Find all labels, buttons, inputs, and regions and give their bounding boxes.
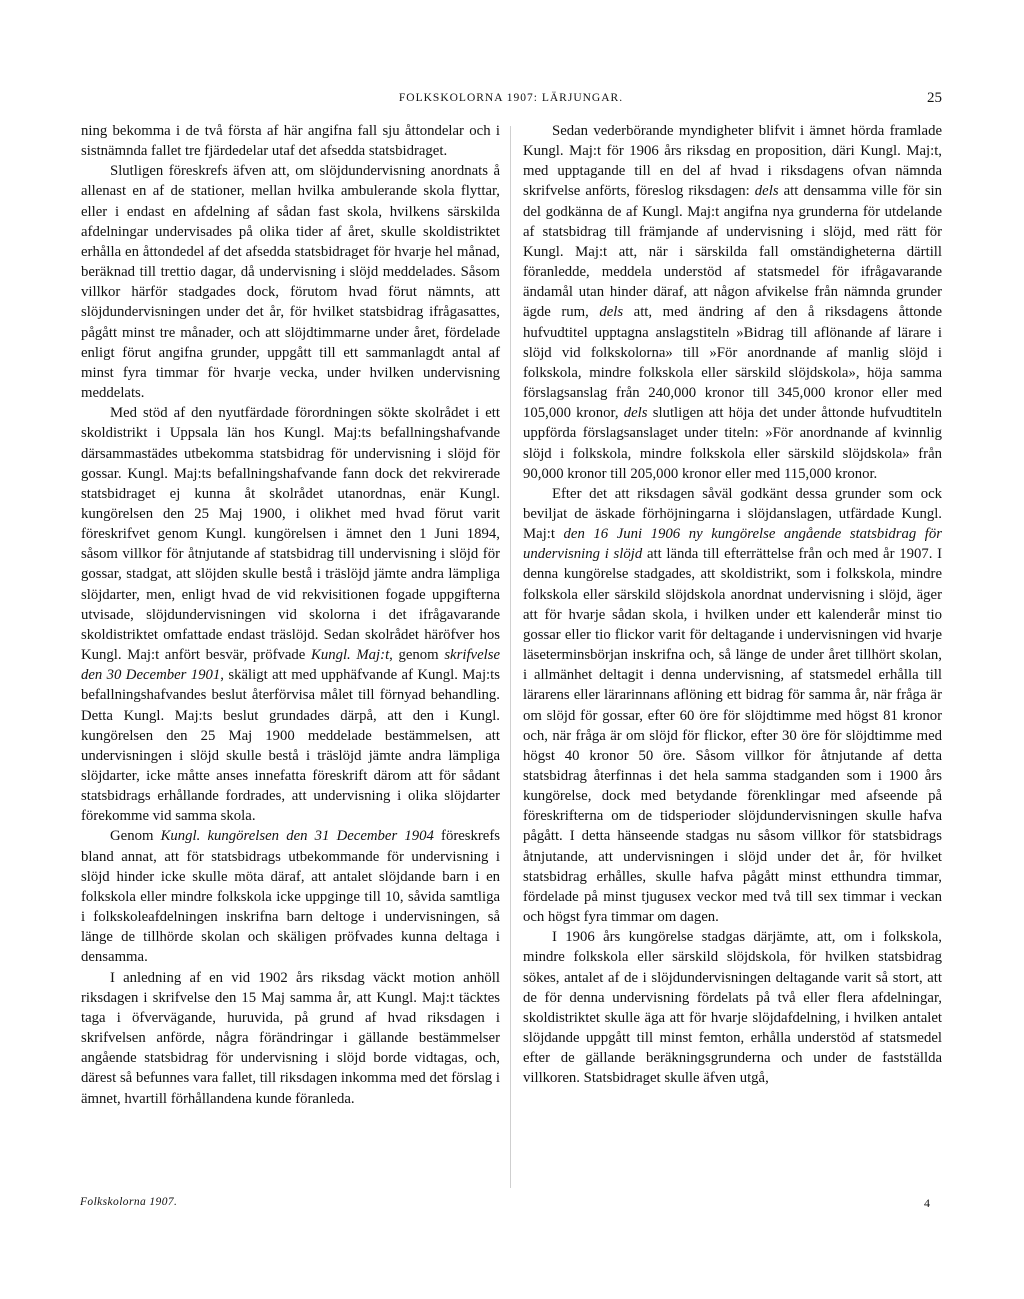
text-run: föreskrefs bland annat, att för statsbidrags utbekommande för undervisning i slöjd hinder icke skulle möta däraf, att antalet slöjdande barn i en folkskola eller mindre folkskola icke uppginge till 10, såvida samtliga i folkskoleafdelningen inskrifna barn deltoge i undervisningen, så länge de tillhörde skolan och skäligen pröfvades kunna deltaga i densamma. [81, 828, 501, 966]
left-paragraph-2: Slutligen föreskrefs äfven att, om slöjdundervisning anordnats å allenast en af de stationer, mellan hvilka ambulerande skola flyttar, eller i endast en afdelning af sådan fast skola, hvilkens särskilda afdelningar undervisades på olika tider af året, skulle skoldistriktet erhålla en åttondedel af det afsedda statsbidraget för hvarje hel månad, beräknad till trettio dagar, då undervisning i slöjd meddelades. Såsom villkor härför stadgades dock, förutom hvad förut nämnts, att slöjdundervisningen under det år, för hvilket statsbidrag ifrågasattes, pågått minst tre månader, och att slöjdtimmarne under året, fördelade enligt förut angifna grunder, uppgått till ett sammanlagdt antal af minst fyra timmar för hvarje vecka, under hvilken undervisning meddelats. [81, 163, 500, 402]
text-run: Genom [110, 828, 154, 845]
text-run: slutligen att höja det under åttonde hufvudtiteln uppförda förslagsanslaget under titeln: »För anordnande af kvinnlig slöjd i folkskola, mindre folkskola eller särskild slöjdskola» från 90,000 kronor till 205,000 kronor eller med 115,000 kronor. [523, 405, 943, 482]
running-title: FOLKSKOLORNA 1907: LÄRJUNGAR. [398, 92, 624, 104]
italic-word: dels [623, 405, 648, 422]
right-paragraph-2 [523, 484, 942, 927]
left-paragraph-1: ning bekomma i de två första af här angifna fall sju åttondelar och i sistnämnda fallet tre fjärdedelar utaf det afsedda statsbidraget. [81, 123, 500, 160]
text-run: Med stöd af den nyutfärdade förordningen sökte skolrådet i ett skoldistrikt i Uppsala län hos Kungl. Maj:ts befallningshafvande därsammastädes utbekomma statsbidrag för undervisning i slöjd för gossar. Kungl. Maj:ts befallningshafvande fann dock det rekvirerade statsbidraget ej kunna åt skolrådet utanordnas, enär Kungl. kungörelsen den 25 Maj 1900, i olikhet med hvad förut varit föreskrifvet genom Kungl. kungörelsen i ämnet den 1 Juni 1894, såsom villkor för åtnjutande af statsbidrag till undervisning i slöjd för gossar, stadgat, att slöjden skulle bestå i träslöjd jämte andra lämpliga slöjdarter, men, enligt hvad de vid rekvisitionen fogade uppgifterna utvisade, slöjdundervisningen vid skolorna i det ifrågavarande skoldistriktet omfattade endast träslöjd. Sedan skolrådet häröfver hos Kungl. Maj:t anfört besvär, pröfvade [81, 405, 500, 664]
right-paragraph-3: I 1906 års kungörelse stadgas därjämte, att, om i folkskola, mindre folkskola eller särskild slöjdskola, för hvilken statsbidrag sökes, antalet af de i slöjdundervisningen deltagande varit så stort, att de för denna undervisning fördelats på två eller flera afdelningar, skoldistriktet skulle äga att för hvarje slöjdafdelning, i hvilken antalet slöjdande uppgått till minst femton, erhålla understöd af statsmedel efter de gällande beräkningsgrunderna och under de fastställda villkoren. Statsbidraget skulle äfven utgå, [523, 929, 942, 1087]
italic-word: dels [754, 183, 779, 200]
page-number: 25 [927, 90, 942, 106]
left-column [81, 121, 500, 1109]
signature-mark: 4 [924, 1196, 930, 1210]
right-column [523, 121, 942, 1089]
column-divider [510, 126, 511, 1188]
italic-reference: den 16 Juni 1906 ny kungörelse angående statsbidrag för undervisning i slöjd [523, 526, 942, 563]
text-run: Efter det att riksdagen såväl godkänt dessa grunder som ock beviljat de äskade förhöjningarna i slöjdanslagen, utfärdade Kungl. Maj:t [523, 485, 942, 543]
italic-reference: Kungl. kungörelsen den 31 December 1904 [160, 828, 434, 845]
text-run: Sedan vederbörande myndigheter blifvit i ämnet hörda framlade Kungl. Maj:t för 1906 års riksdag en proposition, däri Kungl. Maj:t, med upptagande till en del af hvad i riksdagens ofvan nämnda skrifvelse anförts, föreslog riksdagen: [523, 123, 942, 200]
left-paragraph-4 [81, 826, 500, 967]
italic-reference: skrifvelse den 30 December 1901 [81, 647, 501, 684]
left-paragraph-5: I anledning af en vid 1902 års riksdag väckt motion anhöll riksdagen i skrifvelse den 15 Maj samma år, att Kungl. Maj:t täcktes taga i öfvervägande, huruvida, på grund af hvad riksdagen i skrifvelsen anförde, några förändringar i gällande bestämmelser angående statsbidrag för undervisning i slöjd borde vidtagas, och, därest så befunnes vara fallet, till riksdagen inkomma med det förslag i ämnet, hvartill förhållandena kunde föranleda. [81, 969, 500, 1107]
footer-title: Folkskolorna 1907. [80, 1196, 178, 1208]
text-run: , genom [389, 647, 439, 664]
text-run: , skäligt att med upphäfvande af Kungl. Maj:ts befallningshafvandes beslut återförvisa målet till förnyad behandling. Detta Kungl. Maj:ts beslut grundades därpå, att den i Kungl. kungörelsen den 25 Maj 1900 meddelade bestämmelsen, att undervisningen i slöjd skulle bestå i träslöjd jämte andra lämpliga slöjdarter, icke måtte anses innefatta föreskrift därom att för sådant statsbidrags erhållande fordrades, att undervisning i olika slöjdarter förekomme vid samma skola. [81, 667, 500, 825]
text-run: att lända till efterrättelse från och med år 1907. I denna kungörelse stadgades, att skoldistrikt, som i folkskola, mindre folkskola eller särskild slöjdskola anordnat undervisning i slöjd, äger att för hvarje sådan skola, i hvilken under ett kalenderår minst tio gossar eller tio flickor varit för deltagande i undervisningen vid hvarje läseterminsbörjan inskrifna och, så länge de under året tillhört skolan, i allmänhet deltagit i denna undervisning, af statsmedel erhålla till lärarens eller lärarinnans aflöning ett bidrag för samma år, när fråga är om slöjd för gossar, efter 60 öre för slöjdtimme med högst 81 kronor och, när fråga är om slöjd för flickor, efter 30 öre för slöjdtimme med högst 40 kronor 50 öre. Såsom villkor för åtnjutande af detta statsbidrag återfinnas i det hela samma stadganden som i 1900 års kungörelse, dock med betydande förenklingar med afseende på föreskrifterna om de tidsperioder slöjdundervisningen skulle hafva pågått. I detta hänseende stadgas nu såsom villkor för statsbidrags åtnjutande, att undervisningen i slöjd under det år, för hvilket statsbidrag erhålles, skulle hafva pågått minst etthundra timmar, fördelade på minst tjugusex veckor med två till sex timmar i veckan och högst fyra timmar om dagen. [523, 546, 943, 926]
text-run: att, med ändring af den å riksdagens åttonde hufvudtitel upptagna anslagstiteln »Bidrag till aflönande af lärare i slöjd vid folkskolorna» till »För anordnande af manlig slöjd i folkskola, mindre folkskola eller särskild slöjdskola», höja samma förslagsanslag från 240,000 kronor till 345,000 kronor eller med 105,000 kronor, [523, 304, 943, 422]
page-header [80, 90, 942, 110]
italic-word: dels [599, 304, 624, 321]
right-paragraph-1 [523, 121, 942, 484]
text-run: att densamma ville för sin del godkänna de af Kungl. Maj:t angifna nya grunderna för utdelande af statsbidrag till främjande af undervisning i slöjd, med rätt för Kungl. Maj:t att, när i särskilda fall omständigheterna därtill föranledde, meddela understöd af statsmedel för ifrågavarande ändamål utan hinder däraf, att någon afvikelse från nämnda grunder ägde rum, [523, 183, 943, 321]
italic-reference: Kungl. Maj:t [311, 647, 390, 664]
left-paragraph-3 [81, 403, 500, 826]
